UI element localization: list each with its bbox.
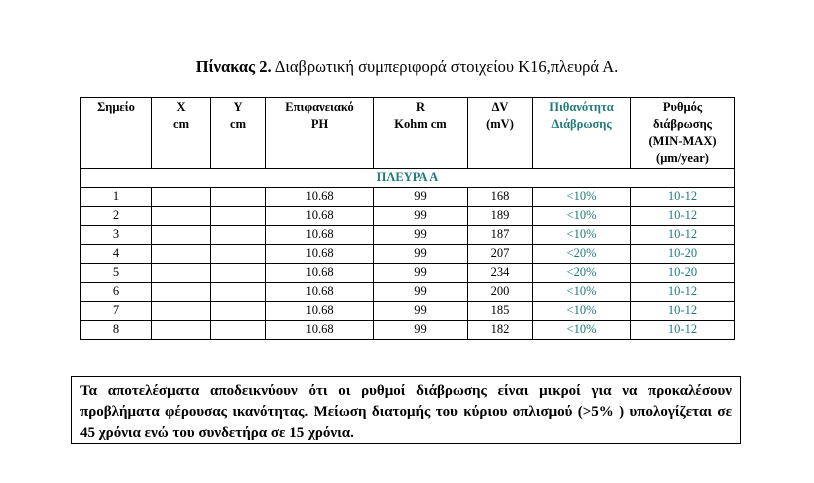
section-row [81,169,735,188]
cell-y [211,302,266,321]
cell-delta-v: 168 [468,188,533,207]
section-label: ΠΛΕΥΡΑ Α [81,169,735,188]
cell-x [152,245,211,264]
header-probability: Πιθανότητα Διάβρωσης [533,98,631,169]
cell-delta-v: 234 [468,264,533,283]
cell-probability: <10% [533,188,631,207]
table-row [81,207,735,226]
table-row [81,302,735,321]
cell-point: 3 [81,226,152,245]
cell-probability: <20% [533,245,631,264]
header-y: Y cm [211,98,266,169]
cell-r: 99 [374,283,468,302]
cell-probability: <10% [533,207,631,226]
cell-rate: 10-12 [631,321,735,340]
cell-probability: <10% [533,283,631,302]
cell-point: 5 [81,264,152,283]
cell-delta-v: 207 [468,245,533,264]
cell-ph: 10.68 [266,207,374,226]
cell-x [152,283,211,302]
cell-ph: 10.68 [266,245,374,264]
table-row [81,245,735,264]
cell-delta-v: 189 [468,207,533,226]
cell-ph: 10.68 [266,302,374,321]
cell-rate: 10-20 [631,264,735,283]
cell-rate: 10-12 [631,302,735,321]
cell-point: 2 [81,207,152,226]
cell-ph: 10.68 [266,226,374,245]
cell-y [211,264,266,283]
cell-point: 1 [81,188,152,207]
cell-y [211,226,266,245]
cell-x [152,321,211,340]
cell-delta-v: 187 [468,226,533,245]
cell-r: 99 [374,207,468,226]
cell-r: 99 [374,245,468,264]
cell-y [211,283,266,302]
cell-rate: 10-12 [631,207,735,226]
cell-x [152,207,211,226]
cell-rate: 10-12 [631,283,735,302]
cell-y [211,207,266,226]
table-row [81,283,735,302]
cell-ph: 10.68 [266,188,374,207]
cell-x [152,264,211,283]
cell-probability: <20% [533,264,631,283]
cell-r: 99 [374,302,468,321]
cell-probability: <10% [533,302,631,321]
table-row [81,226,735,245]
header-row [81,98,735,169]
cell-rate: 10-20 [631,245,735,264]
cell-ph: 10.68 [266,264,374,283]
caption-label: Πίνακας 2. [195,57,272,76]
cell-rate: 10-12 [631,188,735,207]
cell-r: 99 [374,321,468,340]
cell-delta-v: 200 [468,283,533,302]
caption-text: Διαβρωτική συμπεριφορά στοιχείου Κ16,πλευρά Α. [271,57,619,76]
conclusion-box: Τα αποτελέσματα αποδεικνύουν ότι οι ρυθμοί διάβρωσης είναι μικροί για να προκαλέσουν προβλήματα φέρουσας ικανότητας. Μείωση διατομής του κύριου οπλισμού (>5% ) υπολογίζεται σε 45 χρόνια ενώ του συνδετήρα σε 15 χρόνια. [71,376,741,444]
cell-y [211,321,266,340]
table-row [81,264,735,283]
table-row [81,321,735,340]
header-rate: Ρυθμός διάβρωσης (MIN-MAX) (μm/year) [631,98,735,169]
cell-x [152,188,211,207]
corrosion-table [80,97,735,340]
cell-probability: <10% [533,226,631,245]
cell-point: 6 [81,283,152,302]
cell-y [211,245,266,264]
cell-r: 99 [374,188,468,207]
cell-probability: <10% [533,321,631,340]
cell-point: 8 [81,321,152,340]
table-row [81,188,735,207]
cell-x [152,226,211,245]
header-point: Σημείο [81,98,152,169]
cell-ph: 10.68 [266,321,374,340]
header-resistivity: R Kohm cm [374,98,468,169]
cell-r: 99 [374,264,468,283]
header-delta-v: ΔV (mV) [468,98,533,169]
header-surface-ph: Επιφανειακό PH [266,98,374,169]
header-x: X cm [152,98,211,169]
table-caption [0,57,814,77]
cell-point: 4 [81,245,152,264]
cell-point: 7 [81,302,152,321]
cell-rate: 10-12 [631,226,735,245]
cell-ph: 10.68 [266,283,374,302]
cell-x [152,302,211,321]
cell-delta-v: 185 [468,302,533,321]
cell-r: 99 [374,226,468,245]
cell-delta-v: 182 [468,321,533,340]
cell-y [211,188,266,207]
